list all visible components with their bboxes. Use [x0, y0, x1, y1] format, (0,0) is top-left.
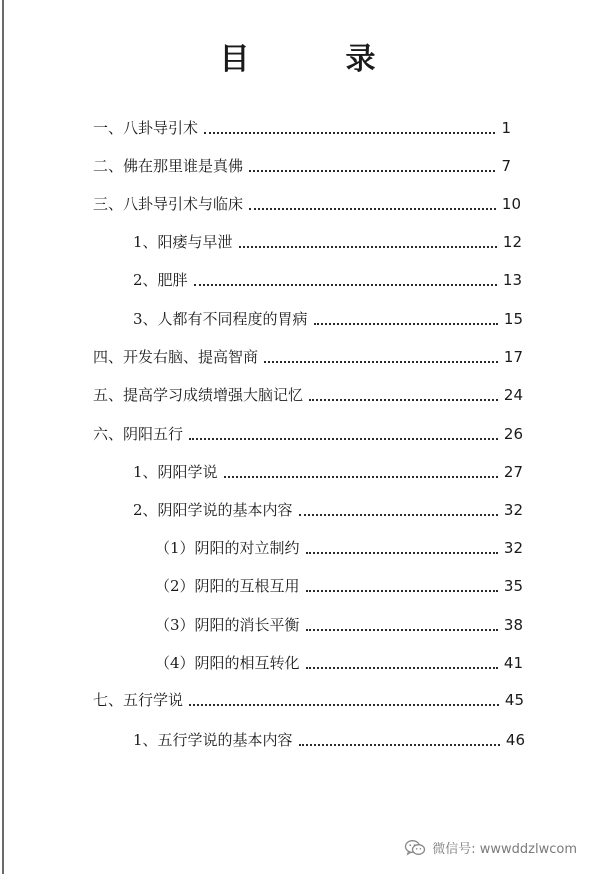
toc-entry[interactable]	[155, 651, 523, 675]
leader-dots	[189, 704, 499, 706]
leader-dots	[189, 438, 498, 440]
toc-entry[interactable]	[93, 688, 524, 712]
toc-entry-page: 1	[501, 119, 511, 137]
toc-entry[interactable]	[93, 383, 523, 407]
toc-entry-page: 35	[503, 577, 523, 595]
toc-entry[interactable]	[93, 192, 521, 216]
title-char-2: 录	[345, 42, 376, 77]
toc-entry-page: 27	[503, 463, 523, 481]
toc-entry-page: 24	[503, 386, 523, 404]
toc-entry[interactable]	[155, 574, 523, 598]
toc-entry[interactable]	[93, 345, 523, 369]
toc-entry[interactable]	[133, 307, 523, 331]
toc-entry[interactable]	[133, 460, 523, 484]
toc-entry-label: 1、阴阳学说	[133, 463, 218, 481]
toc-entry-page: 38	[503, 616, 523, 634]
toc-entry[interactable]	[93, 116, 511, 140]
toc-entry-label: 1、五行学说的基本内容	[133, 731, 293, 749]
toc-entry[interactable]	[133, 728, 525, 752]
toc-entry-page: 32	[503, 501, 523, 519]
toc-entry-label: （2）阴阳的互根互用	[155, 577, 300, 595]
leader-dots	[224, 476, 498, 478]
wechat-watermark	[404, 838, 577, 857]
toc-entry[interactable]	[155, 536, 523, 560]
toc-entry-label: 七、五行学说	[93, 691, 184, 709]
toc-entry-label: 五、提高学习成绩增强大脑记忆	[93, 386, 304, 404]
toc-entry-label: 2、肥胖	[133, 271, 188, 289]
toc-entry-label: （4）阴阳的相互转化	[155, 654, 300, 672]
leader-dots	[249, 208, 496, 210]
toc-entry-page: 7	[501, 157, 511, 175]
wechat-icon	[404, 839, 426, 857]
leader-dots	[306, 667, 498, 669]
toc-entry-label: 三、八卦导引术与临床	[93, 195, 244, 213]
toc-entry-page: 32	[503, 539, 523, 557]
toc-entry[interactable]	[155, 613, 523, 637]
toc-entry-page: 41	[503, 654, 523, 672]
toc-entry-page: 10	[501, 195, 521, 213]
leader-dots	[239, 246, 497, 248]
toc-entry-page: 26	[503, 425, 523, 443]
toc-entry-label: 2、阴阳学说的基本内容	[133, 501, 293, 519]
watermark-text: 微信号: wwwddzlwcom	[432, 842, 577, 857]
toc-entry-label: 3、人都有不同程度的胃病	[133, 310, 308, 328]
toc-entry[interactable]	[93, 154, 511, 178]
toc-entry-label: 1、阳痿与早泄	[133, 233, 233, 251]
toc-entry-label: 六、阴阳五行	[93, 425, 184, 443]
toc-entry[interactable]	[133, 498, 523, 522]
toc-entry[interactable]	[133, 268, 522, 292]
leader-dots	[204, 132, 495, 134]
toc-entry-page: 17	[503, 348, 523, 366]
leader-dots	[306, 629, 498, 631]
leader-dots	[249, 170, 495, 172]
toc-entry-label: （1）阴阳的对立制约	[155, 539, 300, 557]
toc-entry-page: 12	[502, 233, 522, 251]
toc-entry-label: 四、开发右脑、提高智商	[93, 348, 259, 366]
leader-dots	[299, 744, 500, 746]
toc-entry-label: 一、八卦导引术	[93, 119, 199, 137]
toc-entry-page: 45	[504, 691, 524, 709]
toc-entry-page: 15	[503, 310, 523, 328]
title-char-1: 目	[219, 42, 250, 77]
toc-entry-page: 13	[502, 271, 522, 289]
leader-dots	[306, 552, 498, 554]
leader-dots	[314, 323, 498, 325]
toc-entry-label: （3）阴阳的消长平衡	[155, 616, 300, 634]
leader-dots	[264, 361, 498, 363]
toc-entry[interactable]	[133, 230, 522, 254]
leader-dots	[194, 284, 497, 286]
leader-dots	[309, 399, 498, 401]
leader-dots	[306, 590, 498, 592]
toc-entry[interactable]	[93, 422, 523, 446]
toc-entry-page: 46	[505, 731, 525, 749]
leader-dots	[299, 514, 498, 516]
toc-entry-label: 二、佛在那里谁是真佛	[93, 157, 244, 175]
